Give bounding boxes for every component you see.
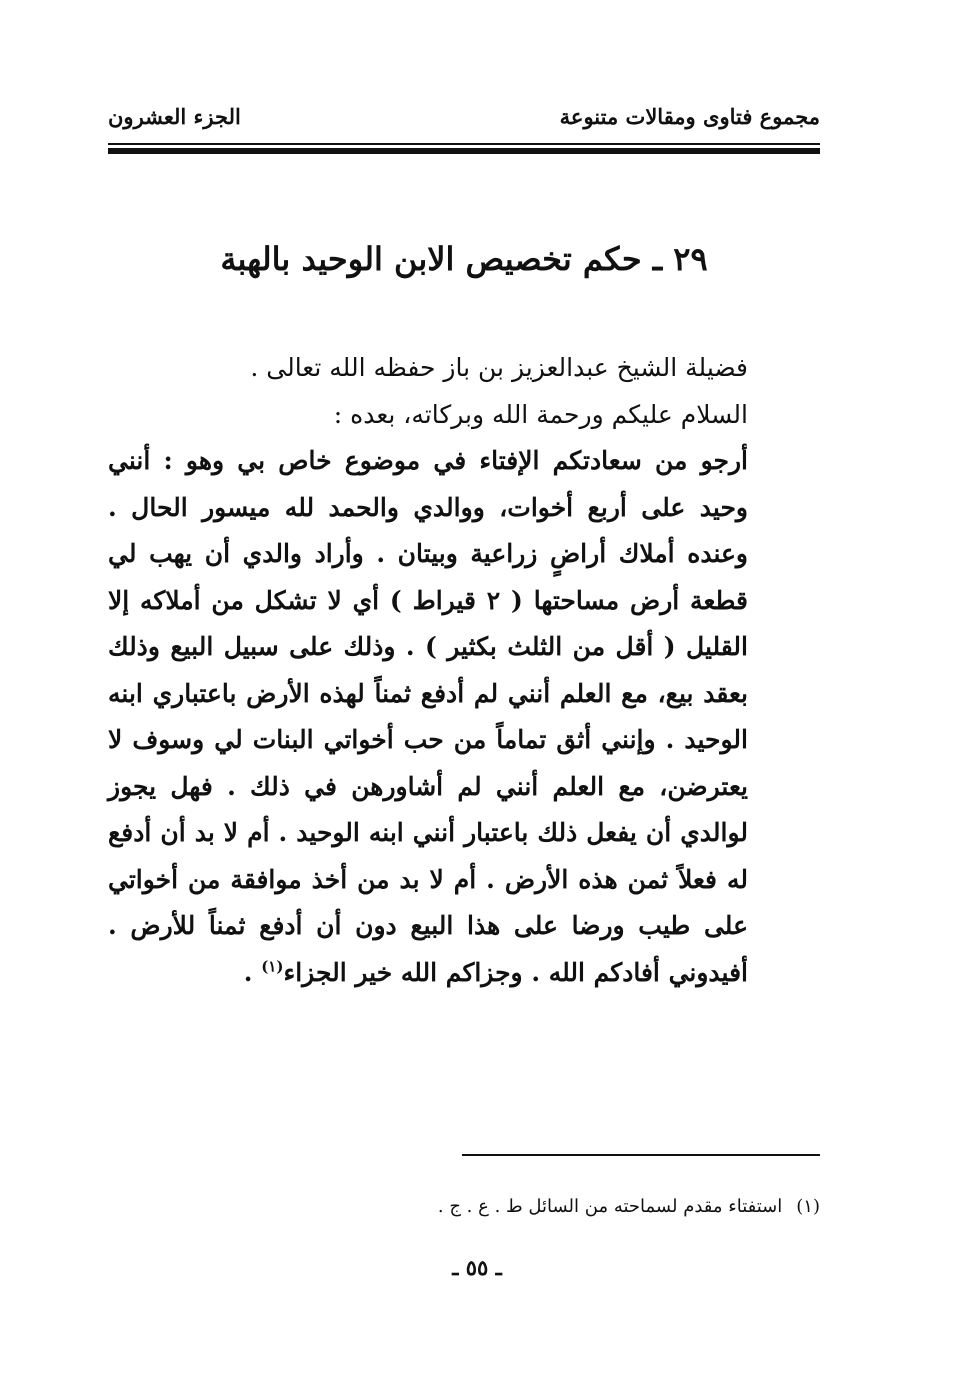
footnote-reference: (١) (261, 957, 284, 976)
article-title: ٢٩ ـ حكم تخصيص الابن الوحيد بالهبة (220, 240, 708, 278)
question-end: . (243, 957, 262, 987)
footnote-marker: (١) (796, 1196, 820, 1217)
running-header (108, 100, 820, 140)
footnote-separator (462, 1154, 820, 1156)
address-line: فضيلة الشيخ عبدالعزيز بن باز حفظه الله تعالى . (250, 353, 748, 382)
header-rule-thin (108, 143, 820, 145)
article-body (108, 345, 820, 996)
question-paragraph (108, 438, 820, 996)
book-title: مجموع فتاوى ومقالات متنوعة (559, 104, 820, 129)
greeting-line: السلام عليكم ورحمة الله وبركاته، بعده : (333, 399, 748, 429)
footnote-text: استفتاء مقدم لسماحته من السائل ط . ع . ج . (437, 1196, 783, 1217)
footnote (438, 1196, 820, 1217)
header-rule-thick (108, 148, 820, 154)
page-number: ـ ٥٥ ـ (452, 1255, 502, 1280)
volume-label: الجزء العشرون (108, 104, 241, 129)
question-text: أرجو من سعادتكم الإفتاء في موضوع خاص بي وهو : أنني وحيد على أربع أخوات، ووالدي والحمد لله ميسور الحال . وعنده أملاك أراضٍ زراعية وبيتان . وأراد والدي أن يهب لي قطعة أرض مساحتها ( ٢ قيراط ) أي لا تشكل من أملاكه إلا القليل ( أقل من الثلث بكثير ) . وذلك على سبيل البيع وذلك بعقد بيع، مع العلم أنني لم أدفع ثمناً لهذه الأرض باعتباري ابنه الوحيد . وإنني أثق تماماً من حب أخواتي البنات لي وسوف لا يعترضن، مع العلم أنني لم أشاورهن في ذلك . فهل يجوز لوالدي أن يفعل ذلك باعتبار أنني ابنه الوحيد . أم لا بد أن أدفع له فعلاً ثمن هذه الأرض . أم لا بد من أخذ موافقة من أخواتي على طيب ورضا على هذا البيع دون أن أدفع ثمناً للأرض . أفيدوني أفادكم الله . وجزاكم الله خير الجزاء (108, 446, 748, 987)
